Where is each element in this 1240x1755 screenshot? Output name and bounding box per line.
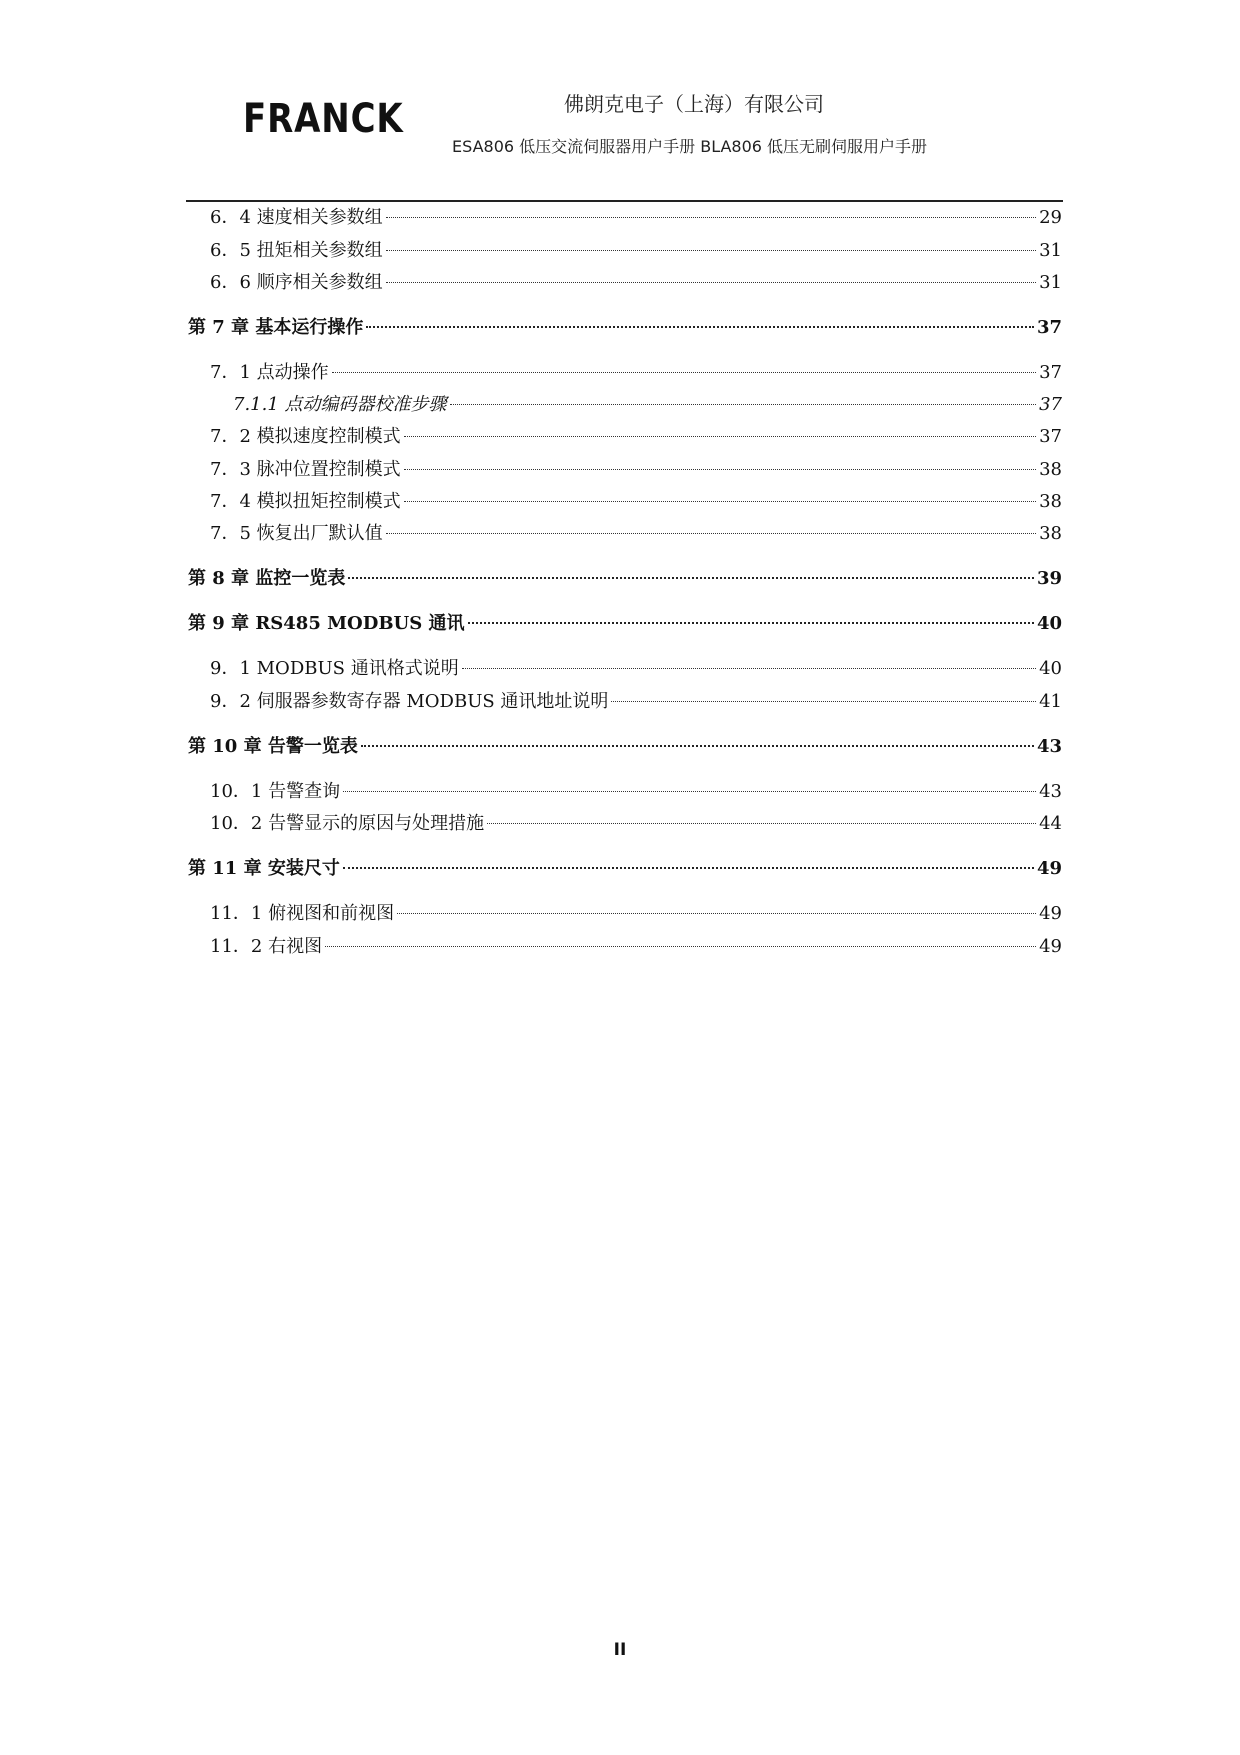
toc-entry-page: 37 bbox=[1039, 362, 1062, 383]
toc-dot-leader bbox=[325, 946, 1036, 947]
toc-chapter-entry[interactable] bbox=[188, 316, 1062, 340]
toc-subentry[interactable] bbox=[188, 393, 1062, 417]
toc-entry[interactable] bbox=[188, 271, 1062, 295]
toc-entry-label: 第 8 章 监控一览表 bbox=[188, 568, 346, 589]
toc-dot-leader bbox=[404, 469, 1036, 470]
toc-entry-label: 7．4 模拟扭矩控制模式 bbox=[210, 491, 401, 512]
toc-entry[interactable] bbox=[188, 902, 1062, 926]
toc-entry-page: 49 bbox=[1036, 858, 1062, 879]
toc-entry-page: 40 bbox=[1036, 613, 1062, 634]
toc-entry-page: 43 bbox=[1036, 736, 1062, 757]
header-divider bbox=[186, 200, 1063, 202]
company-logo: FRANCK bbox=[243, 96, 404, 142]
toc-chapter-entry[interactable] bbox=[188, 567, 1062, 591]
toc-dot-leader bbox=[404, 501, 1036, 502]
toc-entry[interactable] bbox=[188, 425, 1062, 449]
toc-entry[interactable] bbox=[188, 361, 1062, 385]
manual-subtitle: ESA806 低压交流伺服器用户手册 BLA806 低压无刷伺服用户手册 bbox=[452, 137, 928, 156]
toc-entry[interactable] bbox=[188, 780, 1062, 804]
toc-entry[interactable] bbox=[188, 812, 1062, 836]
toc-entry-page: 39 bbox=[1036, 568, 1062, 589]
toc-entry-label: 10．1 告警查询 bbox=[210, 781, 341, 802]
toc-entry-label: 第 11 章 安装尺寸 bbox=[188, 858, 340, 879]
toc-entry-label: 6．5 扭矩相关参数组 bbox=[210, 240, 383, 261]
toc-entry-page: 38 bbox=[1039, 523, 1062, 544]
toc-dot-leader bbox=[487, 823, 1036, 824]
toc-dot-leader bbox=[611, 701, 1036, 702]
toc-dot-leader bbox=[348, 577, 1034, 579]
toc-entry-page: 44 bbox=[1039, 813, 1062, 834]
toc-entry-label: 第 10 章 告警一览表 bbox=[188, 736, 358, 757]
toc-dot-leader bbox=[404, 436, 1036, 437]
toc-dot-leader bbox=[468, 622, 1034, 624]
toc-entry[interactable] bbox=[188, 522, 1062, 546]
toc-entry-label: 第 9 章 RS485 MODBUS 通讯 bbox=[188, 613, 465, 634]
toc-entry-page: 29 bbox=[1039, 207, 1062, 228]
toc-entry-label: 7．5 恢复出厂默认值 bbox=[210, 523, 383, 544]
toc-entry-page: 37 bbox=[1039, 426, 1062, 447]
toc-entry-page: 49 bbox=[1039, 936, 1062, 957]
toc-entry[interactable] bbox=[188, 239, 1062, 263]
toc-dot-leader bbox=[366, 326, 1034, 328]
toc-entry-label: 7．3 脉冲位置控制模式 bbox=[210, 459, 401, 480]
toc-entry[interactable] bbox=[188, 206, 1062, 230]
toc-dot-leader bbox=[343, 791, 1036, 792]
toc-chapter-entry[interactable] bbox=[188, 612, 1062, 636]
toc-entry-label: 11．1 俯视图和前视图 bbox=[210, 903, 395, 924]
toc-entry-page: 49 bbox=[1039, 903, 1062, 924]
toc-entry-label: 7.1.1 点动编码器校准步骤 bbox=[233, 394, 447, 415]
toc-dot-leader bbox=[462, 668, 1036, 669]
toc-entry[interactable] bbox=[188, 657, 1062, 681]
toc-chapter-entry[interactable] bbox=[188, 857, 1062, 881]
toc-entry-label: 6．6 顺序相关参数组 bbox=[210, 272, 383, 293]
toc-dot-leader bbox=[450, 404, 1037, 405]
toc-entry-label: 11．2 右视图 bbox=[210, 936, 323, 957]
toc-dot-leader bbox=[386, 282, 1036, 283]
toc-dot-leader bbox=[361, 745, 1034, 747]
toc-entry-page: 40 bbox=[1039, 658, 1062, 679]
toc-entry-label: 9．2 伺服器参数寄存器 MODBUS 通讯地址说明 bbox=[210, 691, 609, 712]
toc-dot-leader bbox=[386, 533, 1036, 534]
toc-entry-label: 7．2 模拟速度控制模式 bbox=[210, 426, 401, 447]
toc-entry-label: 10．2 告警显示的原因与处理措施 bbox=[210, 813, 485, 834]
toc-entry-page: 37 bbox=[1036, 317, 1062, 338]
toc-entry-page: 31 bbox=[1039, 272, 1062, 293]
toc-entry-label: 9．1 MODBUS 通讯格式说明 bbox=[210, 658, 459, 679]
toc-entry-label: 6．4 速度相关参数组 bbox=[210, 207, 383, 228]
toc-entry[interactable] bbox=[188, 690, 1062, 714]
toc-dot-leader bbox=[332, 372, 1036, 373]
toc-entry-label: 第 7 章 基本运行操作 bbox=[188, 317, 364, 338]
toc-entry-page: 31 bbox=[1039, 240, 1062, 261]
toc-entry-page: 41 bbox=[1039, 691, 1062, 712]
toc-entry-page: 43 bbox=[1039, 781, 1062, 802]
company-name: 佛朗克电子（上海）有限公司 bbox=[564, 92, 824, 116]
toc-entry[interactable] bbox=[188, 490, 1062, 514]
toc-entry-page: 37 bbox=[1039, 394, 1062, 415]
toc-dot-leader bbox=[343, 867, 1034, 869]
toc-entry-label: 7．1 点动操作 bbox=[210, 362, 329, 383]
toc-entry[interactable] bbox=[188, 458, 1062, 482]
toc-dot-leader bbox=[386, 217, 1036, 218]
toc-entry[interactable] bbox=[188, 935, 1062, 959]
toc-dot-leader bbox=[397, 913, 1036, 914]
page-number: II bbox=[613, 1640, 627, 1660]
toc-entry-page: 38 bbox=[1039, 459, 1062, 480]
toc-dot-leader bbox=[386, 250, 1036, 251]
toc-entry-page: 38 bbox=[1039, 491, 1062, 512]
toc-chapter-entry[interactable] bbox=[188, 735, 1062, 759]
